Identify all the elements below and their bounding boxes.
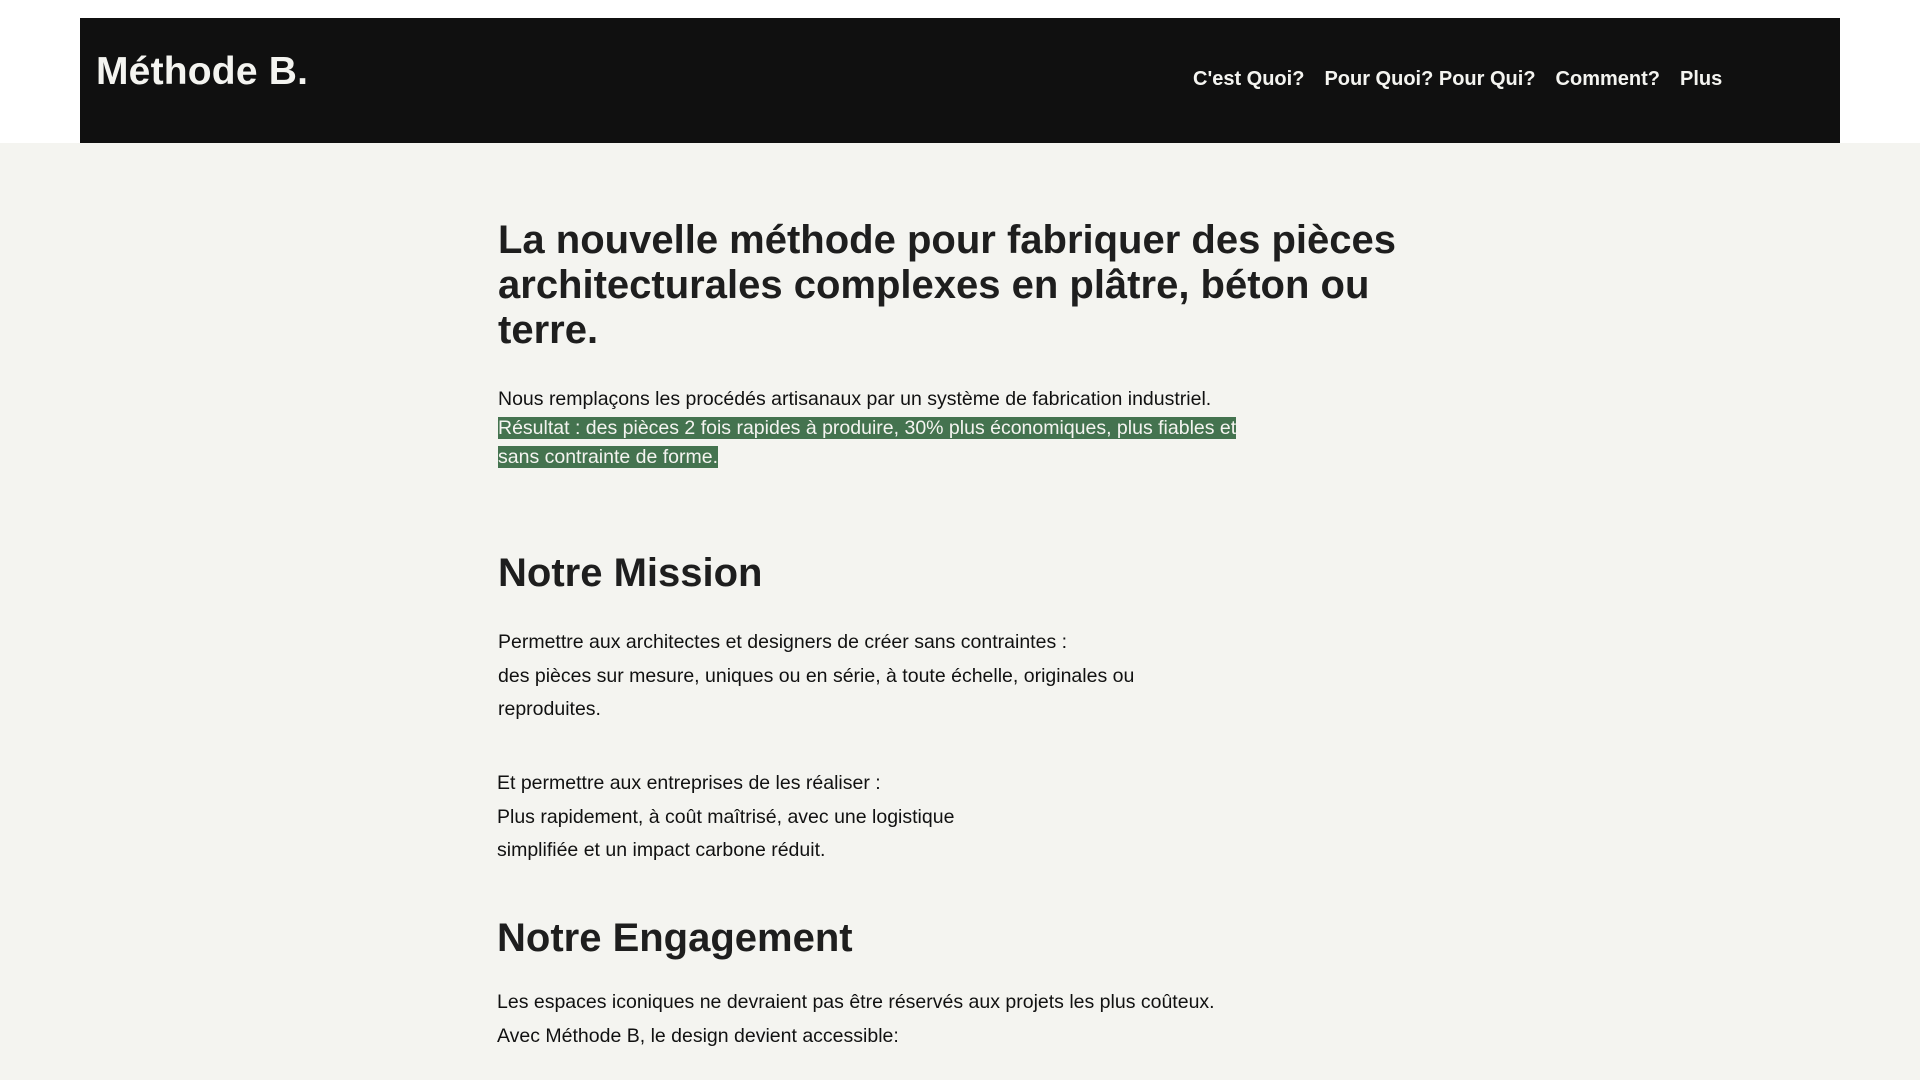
mission-paragraph-1 — [498, 626, 1134, 727]
mission-title: Notre Mission — [498, 551, 763, 595]
brand-logo-link[interactable]: Méthode B. — [96, 50, 309, 93]
engagement-line: Avec Méthode B, le design devient accessible: — [497, 1024, 899, 1047]
mission-line: Permettre aux architectes et designers de créer sans contraintes : — [498, 631, 1068, 653]
main-nav — [1193, 68, 1742, 91]
mission-line: reproduites. — [498, 698, 601, 720]
nav-item-cest-quoi[interactable]: C'est Quoi? — [1193, 68, 1305, 90]
mission-line: simplifiée et un impact carbone réduit. — [497, 839, 826, 861]
intro-line: Nous remplaçons les procédés artisanaux par un système de fabrication industriel. — [498, 388, 1212, 410]
nav-item-comment[interactable]: Comment? — [1555, 68, 1660, 90]
mission-line: Et permettre aux entreprises de les réaliser : — [497, 772, 881, 794]
site-header — [80, 18, 1840, 143]
engagement-title: Notre Engagement — [497, 916, 853, 960]
mission-line: Plus rapidement, à coût maîtrisé, avec une logistique — [497, 805, 955, 828]
nav-item-pour-quoi-pour-qui[interactable]: Pour Quoi? Pour Qui? — [1324, 68, 1536, 90]
hero-title: La nouvelle méthode pour fabriquer des pièces architecturales complexes en plâtre, béton ou terre. — [498, 218, 1396, 352]
mission-paragraph-2 — [497, 767, 954, 868]
mission-line: des pièces sur mesure, uniques ou en série, à toute échelle, originales ou — [498, 664, 1135, 687]
hero-intro — [498, 385, 1258, 472]
engagement-line: Les espaces iconiques ne devraient pas être réservés aux projets les plus coûteux. — [497, 991, 1215, 1013]
engagement-paragraph — [497, 986, 1215, 1053]
nav-item-plus[interactable]: Plus — [1679, 68, 1723, 90]
result-highlight: Résultat : des pièces 2 fois rapides à produire, 30% plus économiques, plus fiables et sans contrainte de forme. — [498, 417, 1237, 468]
